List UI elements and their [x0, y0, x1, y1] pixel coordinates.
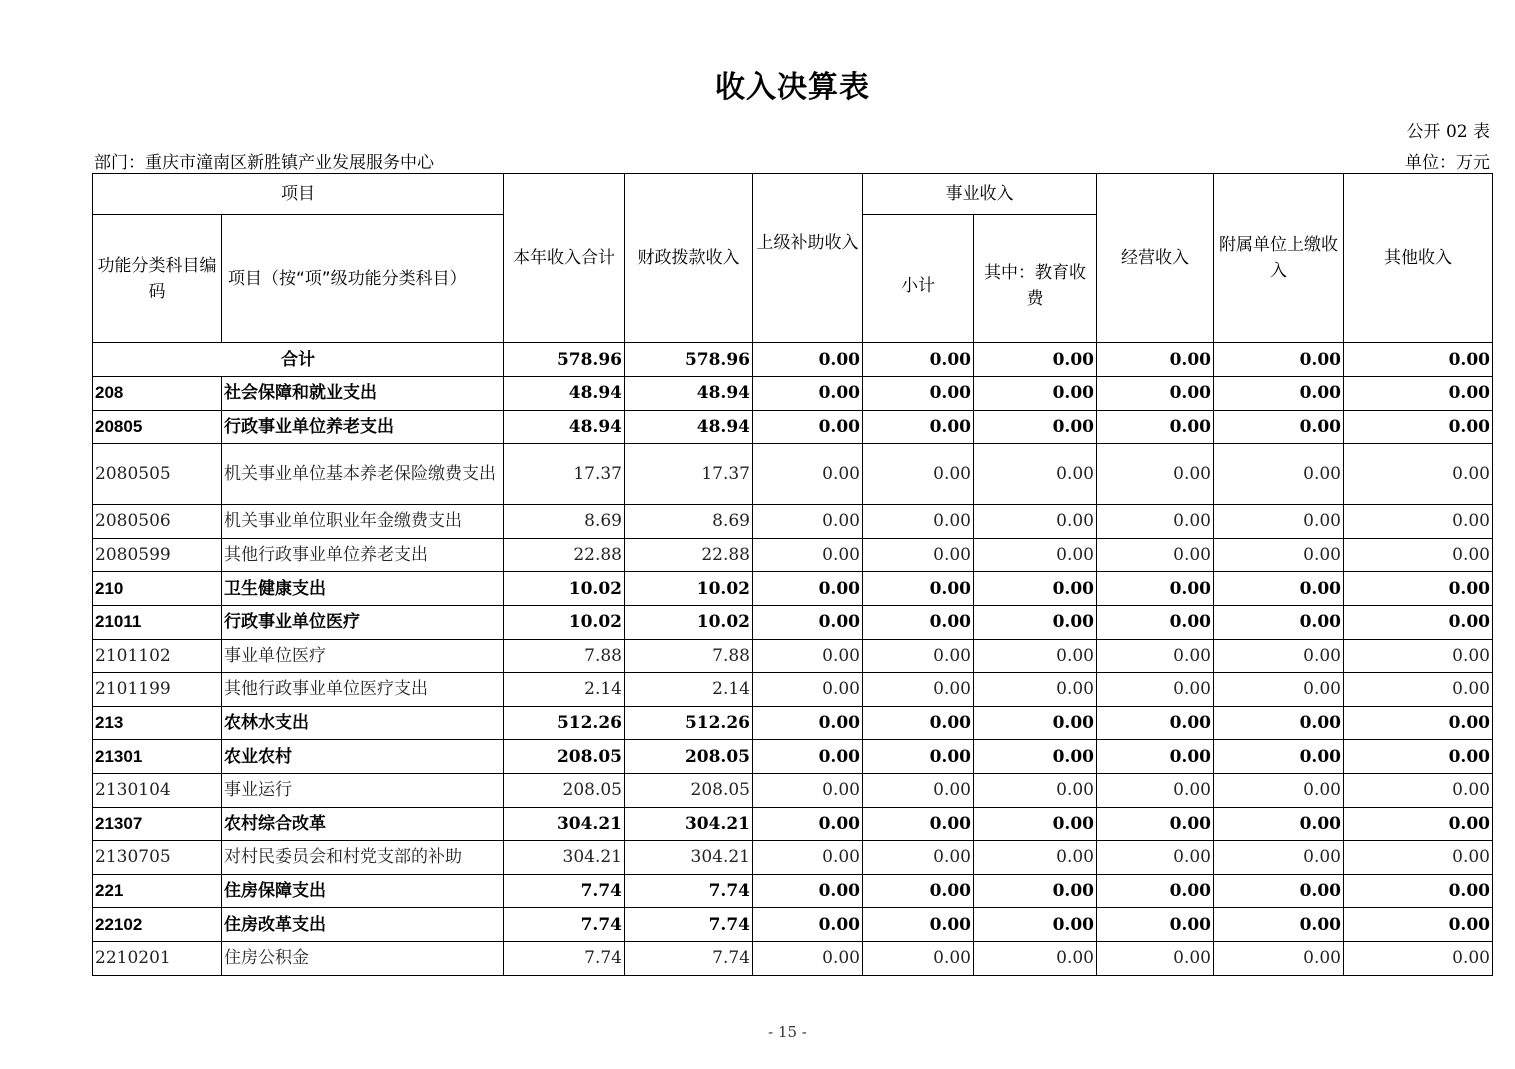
row-name: 住房保障支出 [222, 874, 504, 908]
header-superior: 上级补助收入 [753, 174, 863, 343]
table-row [93, 908, 1493, 942]
row-value: 0.00 [1214, 908, 1344, 942]
row-name: 事业单位医疗 [222, 639, 504, 673]
row-value: 0.00 [753, 841, 863, 875]
total-row [93, 343, 1493, 377]
row-value: 0.00 [753, 807, 863, 841]
row-name: 农林水支出 [222, 706, 504, 740]
row-value: 0.00 [863, 538, 974, 572]
income-table [92, 173, 1493, 976]
row-value: 7.74 [504, 941, 625, 975]
row-value: 0.00 [753, 941, 863, 975]
row-value: 0.00 [1097, 673, 1214, 707]
row-value: 48.94 [504, 410, 625, 444]
table-row [93, 410, 1493, 444]
row-value: 208.05 [625, 740, 753, 774]
row-value: 0.00 [1344, 908, 1493, 942]
row-value: 0.00 [1214, 377, 1344, 411]
row-value: 208.05 [625, 773, 753, 807]
row-name: 对村民委员会和村党支部的补助 [222, 841, 504, 875]
row-value: 0.00 [1097, 377, 1214, 411]
table-row [93, 706, 1493, 740]
row-code: 2130104 [93, 773, 222, 807]
row-value: 0.00 [1097, 807, 1214, 841]
table-row [93, 377, 1493, 411]
row-value: 0.00 [863, 807, 974, 841]
row-name: 机关事业单位职业年金缴费支出 [222, 505, 504, 539]
row-value: 0.00 [974, 605, 1097, 639]
row-value: 0.00 [974, 673, 1097, 707]
row-value: 0.00 [1344, 377, 1493, 411]
total-value: 578.96 [625, 343, 753, 377]
row-value: 0.00 [1097, 639, 1214, 673]
row-value: 2.14 [625, 673, 753, 707]
row-code: 2130705 [93, 841, 222, 875]
total-label: 合计 [93, 343, 504, 377]
header-business-group: 事业收入 [863, 174, 1097, 215]
row-code: 21307 [93, 807, 222, 841]
row-value: 0.00 [863, 874, 974, 908]
row-value: 0.00 [1344, 572, 1493, 606]
row-value: 0.00 [753, 773, 863, 807]
header-other: 其他收入 [1344, 174, 1493, 343]
row-code: 221 [93, 874, 222, 908]
row-code: 213 [93, 706, 222, 740]
row-value: 0.00 [974, 908, 1097, 942]
table-row [93, 841, 1493, 875]
table-number: 公开 02 表 [1406, 122, 1490, 142]
header-total: 本年收入合计 [504, 174, 625, 343]
row-value: 0.00 [863, 572, 974, 606]
total-value: 578.96 [504, 343, 625, 377]
row-name: 住房改革支出 [222, 908, 504, 942]
row-value: 0.00 [1214, 410, 1344, 444]
row-code: 208 [93, 377, 222, 411]
row-value: 0.00 [863, 773, 974, 807]
table-row [93, 941, 1493, 975]
row-value: 0.00 [1214, 740, 1344, 774]
row-value: 0.00 [863, 908, 974, 942]
row-value: 0.00 [753, 673, 863, 707]
row-value: 0.00 [1344, 706, 1493, 740]
row-value: 0.00 [1214, 807, 1344, 841]
row-value: 0.00 [753, 410, 863, 444]
row-value: 0.00 [1344, 605, 1493, 639]
row-name: 事业运行 [222, 773, 504, 807]
row-name: 住房公积金 [222, 941, 504, 975]
row-value: 0.00 [1097, 740, 1214, 774]
row-value: 304.21 [625, 807, 753, 841]
row-value: 0.00 [753, 377, 863, 411]
row-value: 0.00 [1214, 444, 1344, 505]
row-value: 17.37 [504, 444, 625, 505]
row-value: 2.14 [504, 673, 625, 707]
row-value: 0.00 [1214, 505, 1344, 539]
row-value: 10.02 [504, 572, 625, 606]
row-value: 0.00 [974, 410, 1097, 444]
table-row [93, 572, 1493, 606]
row-code: 21011 [93, 605, 222, 639]
row-value: 7.88 [625, 639, 753, 673]
row-value: 0.00 [1344, 639, 1493, 673]
row-name: 其他行政事业单位医疗支出 [222, 673, 504, 707]
row-value: 304.21 [504, 807, 625, 841]
row-code: 22102 [93, 908, 222, 942]
row-value: 0.00 [974, 505, 1097, 539]
row-value: 0.00 [1097, 941, 1214, 975]
row-value: 208.05 [504, 773, 625, 807]
row-value: 7.88 [504, 639, 625, 673]
row-value: 0.00 [1344, 941, 1493, 975]
table-row [93, 874, 1493, 908]
row-value: 0.00 [974, 538, 1097, 572]
row-value: 0.00 [863, 841, 974, 875]
header-education: 其中：教育收费 [974, 215, 1097, 343]
row-name: 农业农村 [222, 740, 504, 774]
row-value: 10.02 [625, 605, 753, 639]
row-value: 208.05 [504, 740, 625, 774]
row-value: 0.00 [974, 874, 1097, 908]
row-value: 304.21 [504, 841, 625, 875]
total-value: 0.00 [863, 343, 974, 377]
table-row [93, 639, 1493, 673]
total-value: 0.00 [1214, 343, 1344, 377]
row-value: 0.00 [1097, 410, 1214, 444]
row-code: 2080506 [93, 505, 222, 539]
row-value: 0.00 [1344, 807, 1493, 841]
row-value: 0.00 [753, 605, 863, 639]
row-value: 0.00 [753, 874, 863, 908]
row-code: 210 [93, 572, 222, 606]
row-value: 0.00 [1214, 538, 1344, 572]
row-value: 17.37 [625, 444, 753, 505]
row-name: 行政事业单位医疗 [222, 605, 504, 639]
row-value: 0.00 [753, 706, 863, 740]
row-value: 0.00 [1097, 572, 1214, 606]
row-value: 0.00 [1214, 706, 1344, 740]
row-value: 0.00 [974, 807, 1097, 841]
row-value: 0.00 [863, 673, 974, 707]
row-value: 0.00 [974, 377, 1097, 411]
row-value: 0.00 [1344, 773, 1493, 807]
header-item-group: 项目 [93, 174, 504, 215]
page-number: - 15 - [768, 1023, 807, 1041]
header-operating: 经营收入 [1097, 174, 1214, 343]
row-value: 0.00 [863, 706, 974, 740]
total-value: 0.00 [1344, 343, 1493, 377]
row-value: 0.00 [1344, 410, 1493, 444]
header-affiliated: 附属单位上缴收入 [1214, 174, 1344, 343]
row-value: 0.00 [863, 740, 974, 774]
row-value: 0.00 [1214, 773, 1344, 807]
page-title: 收入决算表 [715, 70, 870, 105]
row-value: 0.00 [753, 908, 863, 942]
row-value: 22.88 [504, 538, 625, 572]
row-code: 2080505 [93, 444, 222, 505]
row-value: 7.74 [504, 908, 625, 942]
table-row [93, 807, 1493, 841]
table-row [93, 673, 1493, 707]
table-row [93, 773, 1493, 807]
row-value: 0.00 [863, 605, 974, 639]
table-body [93, 174, 1493, 976]
row-value: 0.00 [1214, 572, 1344, 606]
row-value: 0.00 [1214, 673, 1344, 707]
row-value: 0.00 [974, 639, 1097, 673]
header-code: 功能分类科目编码 [93, 215, 222, 343]
row-value: 10.02 [625, 572, 753, 606]
row-value: 7.74 [504, 874, 625, 908]
row-value: 0.00 [974, 941, 1097, 975]
row-value: 0.00 [1097, 444, 1214, 505]
row-code: 20805 [93, 410, 222, 444]
row-value: 7.74 [625, 874, 753, 908]
header-subtotal: 小计 [863, 215, 974, 343]
row-value: 0.00 [1097, 908, 1214, 942]
table-row [93, 605, 1493, 639]
row-value: 0.00 [863, 410, 974, 444]
table-row [93, 538, 1493, 572]
row-value: 0.00 [1344, 505, 1493, 539]
unit-label: 单位：万元 [1405, 153, 1490, 173]
row-value: 0.00 [753, 538, 863, 572]
row-value: 8.69 [625, 505, 753, 539]
row-code: 2080599 [93, 538, 222, 572]
row-value: 0.00 [753, 572, 863, 606]
row-value: 0.00 [1214, 874, 1344, 908]
row-value: 7.74 [625, 908, 753, 942]
row-value: 8.69 [504, 505, 625, 539]
row-name: 卫生健康支出 [222, 572, 504, 606]
row-value: 0.00 [974, 841, 1097, 875]
row-value: 0.00 [1097, 538, 1214, 572]
department-label: 部门：重庆市潼南区新胜镇产业发展服务中心 [94, 153, 434, 173]
table-row [93, 505, 1493, 539]
row-value: 0.00 [1214, 841, 1344, 875]
row-value: 0.00 [1097, 773, 1214, 807]
total-value: 0.00 [1097, 343, 1214, 377]
total-value: 0.00 [974, 343, 1097, 377]
table-row [93, 740, 1493, 774]
row-value: 0.00 [863, 444, 974, 505]
row-value: 10.02 [504, 605, 625, 639]
row-value: 0.00 [1344, 740, 1493, 774]
row-value: 0.00 [1097, 841, 1214, 875]
row-value: 0.00 [974, 572, 1097, 606]
row-value: 0.00 [1344, 444, 1493, 505]
row-value: 0.00 [863, 941, 974, 975]
row-value: 0.00 [753, 740, 863, 774]
row-value: 0.00 [1097, 505, 1214, 539]
row-value: 0.00 [974, 773, 1097, 807]
row-value: 0.00 [1344, 874, 1493, 908]
row-value: 0.00 [1344, 841, 1493, 875]
row-code: 2101199 [93, 673, 222, 707]
total-value: 0.00 [753, 343, 863, 377]
header-fiscal: 财政拨款收入 [625, 174, 753, 343]
row-value: 48.94 [504, 377, 625, 411]
header-item-name: 项目（按“项”级功能分类科目） [222, 215, 504, 343]
row-value: 0.00 [1214, 639, 1344, 673]
row-code: 2101102 [93, 639, 222, 673]
row-value: 0.00 [1344, 538, 1493, 572]
row-value: 304.21 [625, 841, 753, 875]
row-value: 0.00 [1097, 706, 1214, 740]
row-value: 0.00 [974, 740, 1097, 774]
header-row-1 [93, 174, 1493, 215]
row-value: 48.94 [625, 410, 753, 444]
row-value: 0.00 [974, 444, 1097, 505]
row-value: 0.00 [1214, 941, 1344, 975]
row-value: 0.00 [1214, 605, 1344, 639]
row-value: 0.00 [1097, 874, 1214, 908]
row-name: 社会保障和就业支出 [222, 377, 504, 411]
row-value: 48.94 [625, 377, 753, 411]
row-value: 0.00 [1097, 605, 1214, 639]
row-name: 农村综合改革 [222, 807, 504, 841]
row-code: 2210201 [93, 941, 222, 975]
row-value: 0.00 [863, 377, 974, 411]
row-name: 其他行政事业单位养老支出 [222, 538, 504, 572]
row-value: 0.00 [1344, 673, 1493, 707]
row-value: 512.26 [625, 706, 753, 740]
row-value: 512.26 [504, 706, 625, 740]
row-code: 21301 [93, 740, 222, 774]
row-name: 行政事业单位养老支出 [222, 410, 504, 444]
row-name: 机关事业单位基本养老保险缴费支出 [222, 444, 504, 505]
row-value: 0.00 [753, 505, 863, 539]
table-row [93, 444, 1493, 505]
row-value: 22.88 [625, 538, 753, 572]
row-value: 0.00 [753, 639, 863, 673]
row-value: 0.00 [863, 505, 974, 539]
row-value: 0.00 [753, 444, 863, 505]
row-value: 0.00 [974, 706, 1097, 740]
row-value: 7.74 [625, 941, 753, 975]
row-value: 0.00 [863, 639, 974, 673]
